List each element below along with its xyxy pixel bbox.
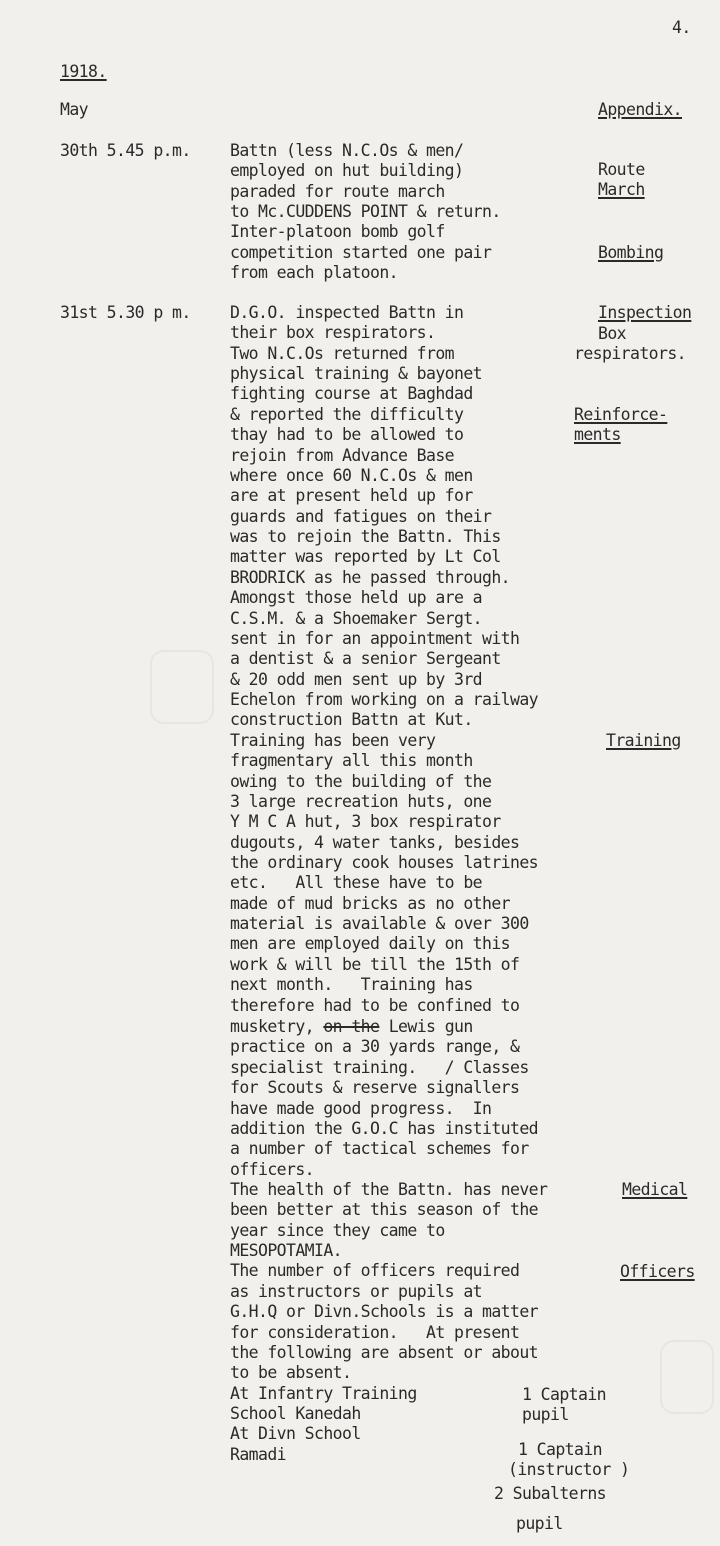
musketry-line — [230, 1017, 473, 1037]
body-line: School Kanedah — [230, 1404, 361, 1424]
body-line: & 20 odd men sent up by 3rd — [230, 669, 483, 689]
body-line: paraded for route march — [230, 181, 445, 201]
body-line: made of mud bricks as no other — [230, 893, 511, 913]
year-heading: 1918. — [60, 62, 107, 81]
body-line: Echelon from working on a railway — [230, 690, 539, 710]
body-line: At Divn School — [230, 1424, 361, 1444]
page-number: 4. — [672, 18, 691, 37]
absence-4: (instructor ) — [508, 1460, 630, 1479]
entry-30-datetime: 30th 5.45 p.m. — [60, 141, 191, 160]
body-line: a number of tactical schemes for — [230, 1139, 529, 1159]
body-line: thay had to be allowed to — [230, 425, 464, 445]
absence-1: 1 Captain — [522, 1385, 607, 1404]
struck-text: on the — [323, 1017, 380, 1036]
body-line: fighting course at Baghdad — [230, 384, 473, 404]
body-line: have made good progress. In — [230, 1098, 492, 1118]
body-line: for Scouts & reserve signallers — [230, 1078, 520, 1098]
appendix-box: Box — [598, 324, 627, 343]
absence-6: pupil — [516, 1514, 563, 1533]
appendix-inspection: Inspection — [598, 303, 692, 322]
body-line: year since they came to — [230, 1220, 445, 1240]
body-line: for consideration. At present — [230, 1322, 520, 1342]
absence-5: 2 Subalterns — [494, 1484, 607, 1503]
body-line: physical training & bayonet — [230, 364, 483, 384]
body-line: G.H.Q or Divn.Schools is a matter — [230, 1302, 539, 1322]
body-line: been better at this season of the — [230, 1200, 539, 1220]
body-line: are at present held up for — [230, 486, 473, 506]
body-line: work & will be till the 15th of — [230, 954, 520, 974]
absence-3: 1 Captain — [518, 1440, 603, 1459]
appendix-march: March — [598, 180, 645, 199]
body-line: the ordinary cook houses latrines — [230, 852, 539, 872]
musketry-pre: musketry, — [230, 1017, 324, 1036]
body-line: Y M C A hut, 3 box respirator — [230, 812, 501, 832]
entry-31-datetime: 31st 5.30 p m. — [60, 303, 191, 322]
body-line: C.S.M. & a Shoemaker Sergt. — [230, 608, 483, 628]
body-line: to be absent. — [230, 1363, 352, 1383]
appendix-bombing: Bombing — [598, 243, 664, 262]
body-line: from each platoon. — [230, 262, 399, 282]
body-line: material is available & over 300 — [230, 914, 529, 934]
body-line: employed on hut building) — [230, 161, 464, 181]
body-line: The number of officers required — [230, 1261, 520, 1281]
body-line: dugouts, 4 water tanks, besides — [230, 832, 520, 852]
body-line: BRODRICK as he passed through. — [230, 567, 511, 587]
body-line: sent in for an appointment with — [230, 628, 520, 648]
body-line: their box respirators. — [230, 323, 436, 343]
body-line: Training has been very — [230, 730, 436, 750]
appendix-header: Appendix. — [598, 100, 683, 119]
body-line: etc. All these have to be — [230, 873, 483, 893]
absence-2: pupil — [522, 1405, 569, 1424]
appendix-reinforcements-2: ments — [574, 425, 621, 444]
body-line: Battn (less N.C.Os & men/ — [230, 141, 464, 160]
appendix-route: Route — [598, 160, 645, 179]
appendix-medical: Medical — [622, 1180, 688, 1199]
body-line: next month. Training has — [230, 975, 473, 995]
body-line: fragmentary all this month — [230, 751, 473, 771]
body-line: Ramadi — [230, 1444, 287, 1464]
body-line: guards and fatigues on their — [230, 506, 492, 526]
faint-stamp-mark — [150, 650, 214, 724]
faint-stamp-mark — [660, 1340, 714, 1414]
body-line: competition started one pair — [230, 242, 492, 262]
body-line: matter was reported by Lt Col — [230, 547, 501, 567]
body-line: a dentist & a senior Sergeant — [230, 649, 501, 669]
appendix-training: Training — [606, 731, 681, 750]
appendix-reinforcements-1: Reinforce- — [574, 405, 668, 424]
appendix-respirators: respirators. — [574, 344, 687, 363]
body-line: therefore had to be confined to — [230, 995, 520, 1015]
body-line: MESOPOTAMIA. — [230, 1241, 343, 1261]
body-line: At Infantry Training — [230, 1383, 417, 1403]
body-line: the following are absent or about — [230, 1342, 539, 1362]
musketry-post: Lewis gun — [379, 1017, 473, 1036]
body-line: as instructors or pupils at — [230, 1281, 483, 1301]
body-line: Amongst those held up are a — [230, 588, 483, 608]
body-line: owing to the building of the — [230, 771, 492, 791]
body-line: was to rejoin the Battn. This — [230, 527, 501, 547]
body-line: Inter-platoon bomb golf — [230, 222, 445, 242]
body-line: to Mc.CUDDENS POINT & return. — [230, 201, 501, 221]
body-line: Two N.C.Os returned from — [230, 343, 455, 363]
body-line: addition the G.O.C has instituted — [230, 1118, 539, 1138]
body-line: men are employed daily on this — [230, 934, 511, 954]
body-line: & reported the difficulty — [230, 404, 464, 424]
body-line: where once 60 N.C.Os & men — [230, 465, 473, 485]
body-line: practice on a 30 yards range, & — [230, 1037, 520, 1057]
body-line: construction Battn at Kut. — [230, 710, 473, 730]
body-line: 3 large recreation huts, one — [230, 791, 492, 811]
body-line: rejoin from Advance Base — [230, 445, 455, 465]
body-line: specialist training. / Classes — [230, 1057, 529, 1077]
appendix-officers: Officers — [620, 1262, 695, 1281]
month-label: May — [60, 100, 89, 119]
body-line: D.G.O. inspected Battn in — [230, 303, 464, 322]
body-line: officers. — [230, 1159, 315, 1179]
body-line: The health of the Battn. has never — [230, 1179, 548, 1199]
